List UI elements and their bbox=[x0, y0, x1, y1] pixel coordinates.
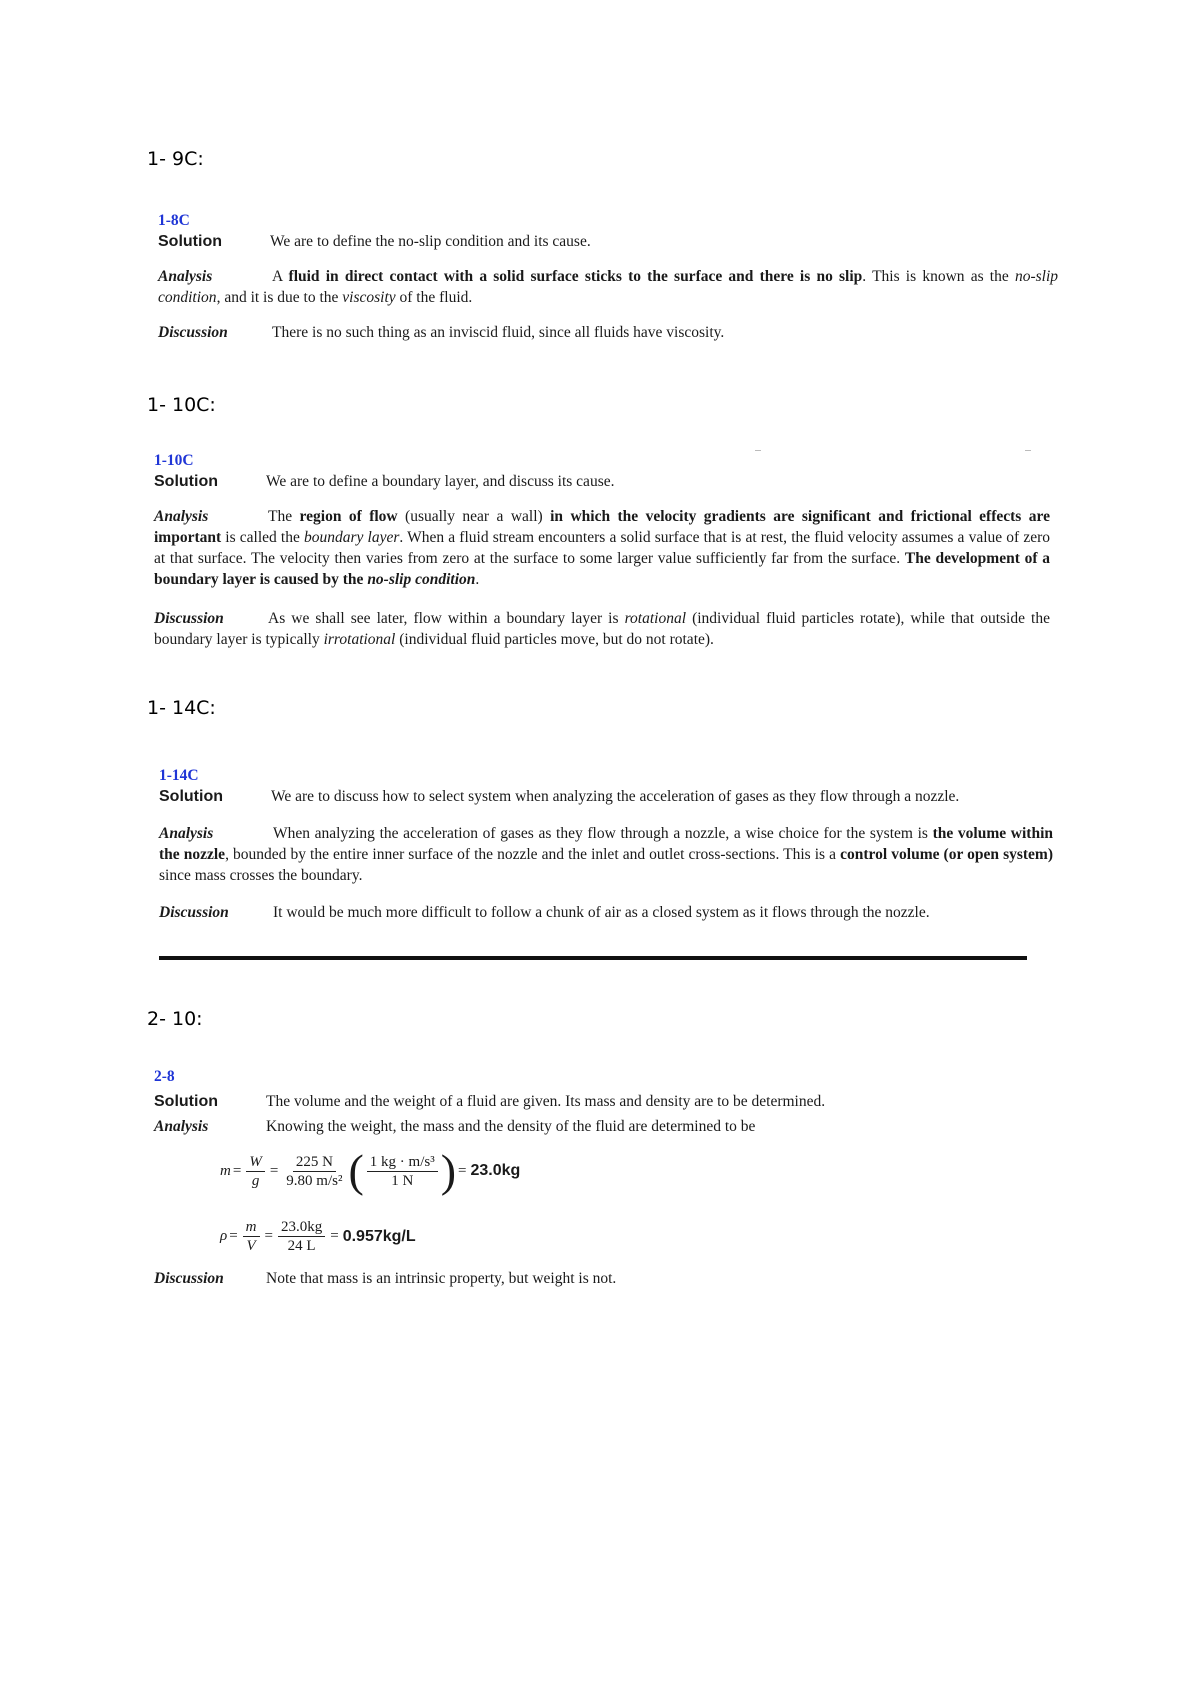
fraction bbox=[243, 1218, 260, 1255]
problem-block bbox=[154, 450, 1050, 650]
discussion-paragraph bbox=[159, 902, 1053, 923]
fraction-numerator: 1 kg · m/s³ bbox=[367, 1153, 438, 1172]
solution-text: The volume and the weight of a fluid are given. Its mass and density are to be determined. bbox=[266, 1093, 826, 1110]
analysis-text: Knowing the weight, the mass and the density of the fluid are determined to be bbox=[266, 1118, 756, 1135]
analysis-bold: control volume (or open system) bbox=[840, 846, 1053, 863]
paren-close: ) bbox=[440, 1145, 457, 1196]
solution-line bbox=[154, 471, 1050, 492]
horizontal-rule bbox=[159, 956, 1027, 960]
discussion-paragraph bbox=[154, 1268, 1054, 1289]
problem-number: 1-8C bbox=[158, 212, 190, 229]
paren-open: ( bbox=[348, 1145, 364, 1196]
analysis-label: Analysis bbox=[154, 508, 209, 525]
solution-text: We are to define the no-slip condition and its cause. bbox=[270, 233, 591, 250]
analysis-bold: the volume within the nozzle bbox=[159, 825, 1053, 863]
discussion-label: Discussion bbox=[158, 324, 228, 341]
section-heading: 1- 14C: bbox=[147, 697, 216, 719]
analysis-label: Analysis bbox=[158, 268, 213, 285]
problem-number: 1-14C bbox=[159, 767, 199, 784]
analysis-italic: boundary layer bbox=[304, 529, 400, 546]
solution-line bbox=[159, 786, 1053, 807]
analysis-text: A bbox=[272, 268, 289, 285]
fraction-denominator: 9.80 m/s² bbox=[286, 1172, 343, 1189]
analysis-paragraph bbox=[159, 823, 1053, 886]
eq-equals: = bbox=[330, 1228, 339, 1244]
eq-equals: = bbox=[232, 1162, 242, 1179]
discussion-text: It would be much more difficult to follow a chunk of air as a closed system as it flows through the nozzle. bbox=[273, 904, 930, 921]
analysis-bold: fluid in direct contact with a solid surface sticks to the surface and there is no slip bbox=[288, 268, 863, 285]
density-result: 0.957kg/L bbox=[342, 1227, 416, 1245]
fraction-denominator: 1 N bbox=[391, 1172, 414, 1189]
eq-lhs: ρ bbox=[220, 1228, 228, 1244]
analysis-italic: no-slip condition bbox=[158, 268, 1058, 306]
solution-text: We are to define a boundary layer, and discuss its cause. bbox=[266, 473, 615, 490]
analysis-label: Analysis bbox=[154, 1118, 209, 1135]
discussion-paragraph bbox=[158, 322, 1058, 343]
analysis-text: When analyzing the acceleration of gases as they flow through a nozzle, a wise choice for the system is bbox=[273, 825, 933, 842]
analysis-text: . bbox=[475, 571, 480, 588]
problem-number: 1-10C bbox=[154, 452, 194, 469]
section-heading: 1- 9C: bbox=[147, 148, 204, 170]
analysis-text: , bounded by the entire inner surface of the nozzle and the inlet and outlet cross-sections. This is a bbox=[225, 846, 841, 863]
solution-line bbox=[158, 231, 1058, 252]
discussion-block bbox=[154, 1268, 1054, 1289]
analysis-text: is called the bbox=[221, 529, 304, 546]
discussion-text: Note that mass is an intrinsic property, but weight is not. bbox=[266, 1270, 617, 1287]
fraction bbox=[283, 1153, 345, 1190]
discussion-label: Discussion bbox=[154, 1270, 224, 1287]
fraction-numerator: m bbox=[243, 1218, 260, 1237]
analysis-bold: region of flow bbox=[299, 508, 398, 525]
discussion-italic: rotational bbox=[624, 610, 687, 627]
discussion-text: (individual fluid particles move, but do not rotate). bbox=[395, 631, 714, 648]
analysis-bold: The development of a boundary layer is caused by the bbox=[154, 550, 1050, 588]
section-heading: 1- 10C: bbox=[147, 394, 216, 416]
problem-block bbox=[158, 210, 1058, 343]
problem-block bbox=[159, 765, 1053, 923]
solution-text: We are to discuss how to select system when analyzing the acceleration of gases as they flow through a nozzle. bbox=[271, 788, 960, 805]
analysis-bold: in which the velocity gradients are significant and frictional effects are important bbox=[154, 508, 1050, 546]
discussion-label: Discussion bbox=[159, 904, 229, 921]
fraction-numerator: 23.0kg bbox=[278, 1218, 325, 1237]
fraction-denominator: 24 L bbox=[287, 1238, 316, 1254]
analysis-paragraph bbox=[158, 266, 1058, 308]
problem-block bbox=[154, 1066, 1054, 1137]
analysis-text: , and it is due to the bbox=[216, 289, 343, 306]
mass-equation bbox=[220, 1145, 521, 1196]
analysis-text: The bbox=[268, 508, 300, 525]
fraction bbox=[278, 1218, 325, 1255]
solution-line bbox=[154, 1091, 1054, 1112]
discussion-label: Discussion bbox=[154, 610, 224, 627]
eq-lhs: m bbox=[220, 1162, 231, 1179]
eq-equals: = bbox=[264, 1228, 273, 1244]
fraction-numerator: W bbox=[246, 1153, 265, 1172]
discussion-text: (individual fluid particles rotate), while that outside the boundary layer is typically bbox=[154, 610, 1050, 648]
analysis-text: since mass crosses the boundary. bbox=[159, 867, 363, 884]
solution-label: Solution bbox=[159, 788, 223, 805]
discussion-text: As we shall see later, flow within a boundary layer is bbox=[268, 610, 625, 627]
discussion-italic: irrotational bbox=[323, 631, 396, 648]
problem-number: 2-8 bbox=[154, 1068, 175, 1085]
density-equation bbox=[220, 1218, 416, 1255]
eq-equals: = bbox=[229, 1228, 238, 1244]
analysis-bold-italic: no-slip condition bbox=[367, 571, 476, 588]
discussion-paragraph bbox=[154, 608, 1050, 650]
eq-equals: = bbox=[458, 1162, 467, 1179]
analysis-text: (usually near a wall) bbox=[397, 508, 551, 525]
section-heading: 2- 10: bbox=[147, 1008, 203, 1030]
fraction-denominator: g bbox=[251, 1172, 260, 1189]
fraction bbox=[246, 1153, 265, 1190]
analysis-italic: viscosity bbox=[342, 289, 396, 306]
analysis-paragraph bbox=[154, 1116, 1054, 1137]
mass-result: 23.0kg bbox=[470, 1162, 521, 1179]
discussion-text: There is no such thing as an inviscid fluid, since all fluids have viscosity. bbox=[272, 324, 725, 341]
analysis-text: . When a fluid stream encounters a solid surface that is at rest, the fluid velocity assumes a value of zero at that surface. The velocity then varies from zero at the surface to some larger value sufficiently far from the surface. bbox=[154, 529, 1050, 567]
analysis-text: of the fluid. bbox=[395, 289, 473, 306]
fraction-denominator: V bbox=[246, 1238, 256, 1254]
solution-label: Solution bbox=[154, 473, 218, 490]
eq-equals: = bbox=[269, 1162, 279, 1179]
analysis-paragraph bbox=[154, 506, 1050, 590]
fraction-numerator: 225 N bbox=[293, 1153, 336, 1172]
solution-label: Solution bbox=[158, 233, 222, 250]
solution-label: Solution bbox=[154, 1093, 218, 1110]
fraction bbox=[367, 1153, 438, 1190]
analysis-label: Analysis bbox=[159, 825, 214, 842]
analysis-text: . This is known as the bbox=[862, 268, 1015, 285]
